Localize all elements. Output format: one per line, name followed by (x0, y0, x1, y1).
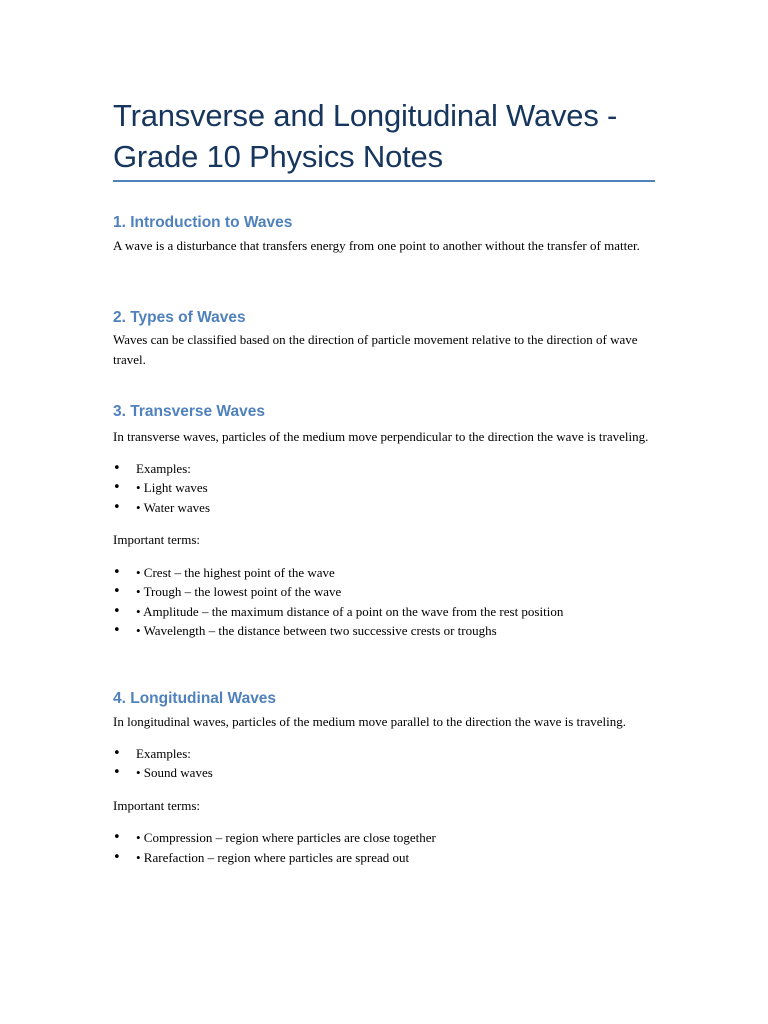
bullet-icon: • (113, 849, 121, 865)
examples-list (113, 459, 658, 518)
bullet-icon: • (113, 499, 121, 515)
section-paragraph: Waves can be classified based on the direction of particle movement relative to the direction of wave travel. (113, 332, 638, 367)
section-types (113, 308, 658, 369)
terms-label: Important terms: (113, 532, 201, 547)
bullet-icon: • (113, 460, 121, 476)
bullet-icon: • (113, 623, 121, 638)
section-introduction (113, 213, 658, 256)
terms-list (113, 828, 658, 867)
bullet-icon: • (113, 603, 121, 619)
list-item (113, 563, 658, 583)
list-item-text: • Rarefaction – region where particles are spread out (136, 849, 410, 865)
list-item (113, 763, 658, 783)
list-item-text: • Crest – the highest point of the wave (136, 564, 335, 580)
list-item-text: • Trough – the lowest point of the wave (136, 584, 342, 599)
list-item (113, 478, 658, 498)
section-paragraph: In longitudinal waves, particles of the medium move parallel to the direction the wave is traveling. (113, 714, 626, 729)
section-heading: 4. Longitudinal Waves (113, 690, 277, 707)
section-longitudinal (113, 689, 658, 867)
bullet-icon: • (113, 745, 121, 761)
bullet-icon: • (113, 830, 121, 845)
examples-list (113, 744, 658, 783)
section-heading: 2. Types of Waves (113, 309, 246, 326)
list-item-text: • Water waves (136, 499, 211, 515)
list-item (113, 498, 658, 518)
bullet-icon: • (113, 765, 121, 780)
list-item (113, 621, 658, 641)
list-item (113, 848, 658, 868)
list-item-text: Examples: (136, 745, 191, 761)
list-item (113, 582, 658, 602)
title-underline (113, 180, 655, 182)
bullet-icon: • (113, 480, 121, 495)
list-item (113, 744, 658, 764)
list-item-text: • Amplitude – the maximum distance of a point on the wave from the rest position (136, 603, 564, 619)
section-paragraph: In transverse waves, particles of the medium move perpendicular to the direction the wave is traveling. (113, 429, 649, 444)
section-heading: 1. Introduction to Waves (113, 214, 293, 231)
document-title: Transverse and Longitudinal Waves - Grade 10 Physics Notes (113, 98, 618, 174)
list-item (113, 828, 658, 848)
list-item (113, 602, 658, 622)
bullet-icon: • (113, 584, 121, 599)
section-heading: 3. Transverse Waves (113, 403, 265, 420)
list-item (113, 459, 658, 479)
list-item-text: • Sound waves (136, 765, 213, 780)
list-item-text: • Wavelength – the distance between two successive crests or troughs (136, 623, 497, 638)
list-item-text: • Compression – region where particles are close together (136, 830, 436, 845)
section-transverse (113, 402, 658, 641)
list-item-text: Examples: (136, 460, 191, 476)
section-paragraph: A wave is a disturbance that transfers energy from one point to another without the transfer of matter. (113, 238, 640, 253)
bullet-icon: • (113, 564, 121, 580)
terms-label: Important terms: (113, 797, 201, 813)
list-item-text: • Light waves (136, 480, 208, 495)
terms-list (113, 563, 658, 641)
